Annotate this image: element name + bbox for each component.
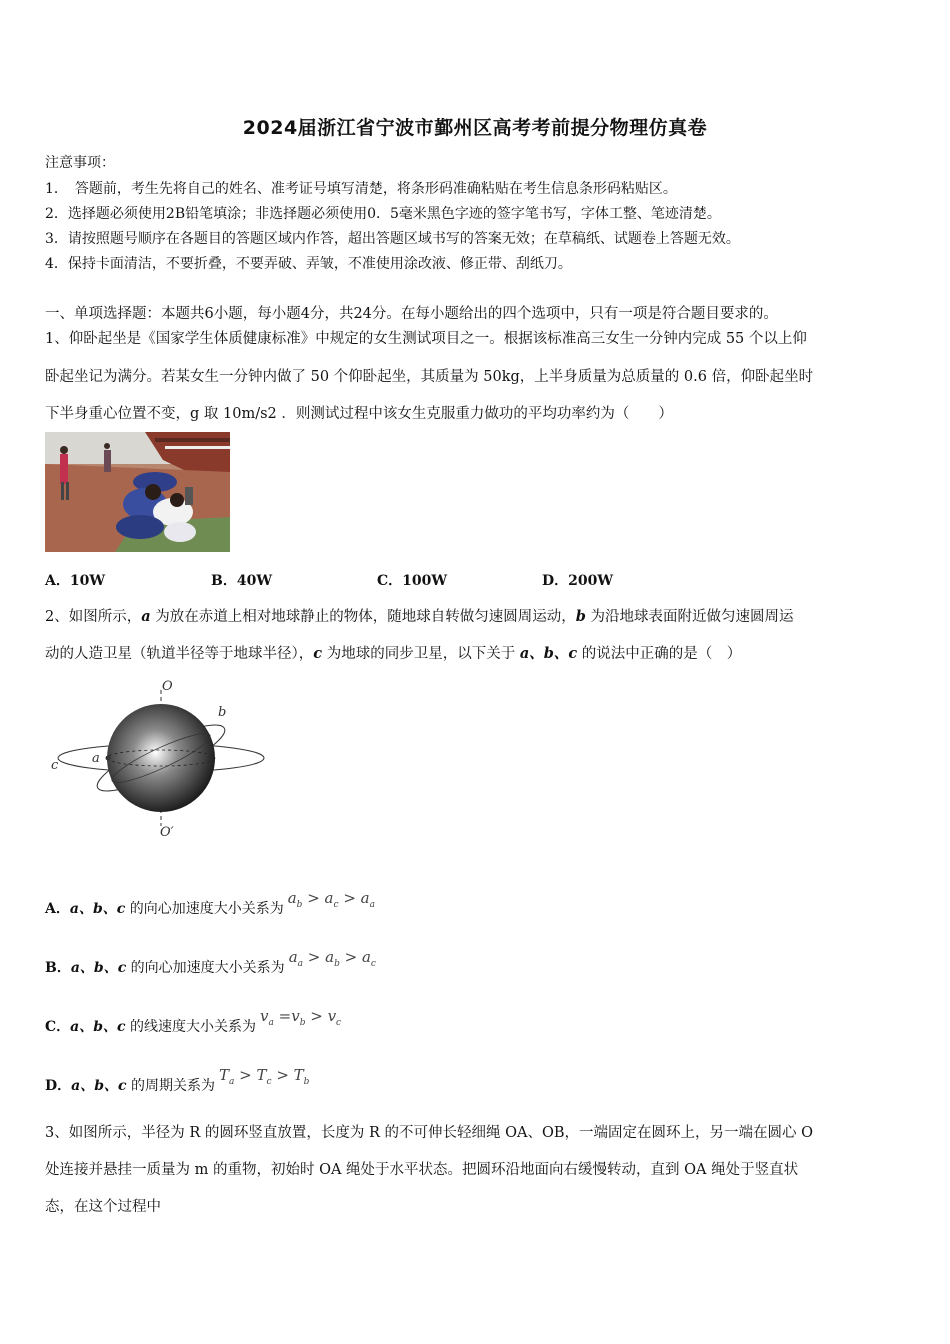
- q2-line: 2、如图所示，a 为放在赤道上相对地球静止的物体，随地球自转做匀速圆周运动，b 为沿地球表面附近做匀速圆周运: [45, 608, 794, 625]
- q3-line: 态，在这个过程中: [45, 1199, 161, 1215]
- label-o: O: [162, 679, 173, 694]
- q2-choice-d[interactable]: D．a、b、c 的周期关系为$T_a > T_c > T_b$: [45, 1066, 310, 1094]
- formula: $a_b > a_c > a_a$: [287, 889, 375, 910]
- q2-choice-a[interactable]: A．a、b、c 的向心加速度大小关系为$a_b > a_c > a_a$: [45, 889, 375, 917]
- q2-choice-c[interactable]: C．a、b、c 的线速度大小关系为$v_a =v_b > v_c$: [45, 1007, 342, 1035]
- notice-item: 4．保持卡面清洁，不要折叠，不要弄破、弄皱，不准使用涂改液、修正带、刮纸刀。: [45, 256, 572, 272]
- q1-option-c[interactable]: C．100W: [377, 573, 448, 589]
- earth-orbit-diagram: [48, 676, 273, 841]
- q3-line: 处连接并悬挂一质量为 m 的重物，初始时 OA 绳处于水平状态。把圆环沿地面向右缓慢转动，直到 OA 绳处于竖直状: [45, 1162, 799, 1178]
- q1-option-a[interactable]: A．10W: [45, 573, 106, 589]
- q3-line: 3、如图所示，半径为 R 的圆环竖直放置，长度为 R 的不可伸长轻细绳 OA、OB，一端固定在圆环上，另一端在圆心 O: [45, 1125, 814, 1141]
- page-title: 2024届浙江省宁波市鄞州区高考考前提分物理仿真卷: [242, 117, 708, 139]
- formula: $v_a =v_b > v_c$: [260, 1007, 342, 1028]
- label-a: a: [92, 751, 100, 766]
- earth-sphere: [107, 704, 215, 812]
- notice-heading: 注意事项：: [45, 155, 115, 171]
- q2-choice-b[interactable]: B．a、b、c 的向心加速度大小关系为$a_a > a_b > a_c$: [45, 948, 376, 976]
- q1-line: 下半身重心位置不变，g 取 10m/s2 ．则测试过程中该女生克服重力做功的平均功率约为（ ）: [45, 406, 673, 422]
- section-heading: 一、单项选择题：本题共6小题，每小题4分，共24分。在每小题给出的四个选项中，只有一项是符合题目要求的。: [45, 306, 778, 322]
- q1-line: 1、仰卧起坐是《国家学生体质健康标准》中规定的女生测试项目之一。根据该标准高三女生一分钟内完成 55 个以上仰: [45, 331, 807, 347]
- q1-option-b[interactable]: B．40W: [211, 573, 273, 589]
- notice-item: 1． 答题前，考生先将自己的姓名、准考证号填写清楚，将条形码准确粘贴在考生信息条形码粘贴区。: [45, 181, 677, 197]
- formula: $T_a > T_c > T_b$: [218, 1066, 310, 1087]
- notice-item: 3．请按照题号顺序在各题目的答题区域内作答，超出答题区域书写的答案无效；在草稿纸、试题卷上答题无效。: [45, 231, 740, 247]
- q1-option-d[interactable]: D．200W: [542, 573, 614, 589]
- situp-photo: [45, 432, 230, 552]
- label-c: c: [51, 758, 59, 773]
- label-o-prime: O′: [160, 825, 174, 840]
- formula: $a_a > a_b > a_c$: [288, 948, 376, 969]
- notice-item: 2．选择题必须使用2B铅笔填涂；非选择题必须使用0．5毫米黑色字迹的签字笔书写，字体工整、笔迹清楚。: [45, 206, 721, 222]
- q2-line: 动的人造卫星（轨道半径等于地球半径），c 为地球的同步卫星，以下关于 a、b、c 的说法中正确的是（ ）: [45, 645, 742, 662]
- q1-line: 卧起坐记为满分。若某女生一分钟内做了 50 个仰卧起坐，其质量为 50kg，上半身质量为总质量的 0.6 倍，仰卧起坐时: [45, 369, 814, 385]
- label-b: b: [218, 705, 227, 720]
